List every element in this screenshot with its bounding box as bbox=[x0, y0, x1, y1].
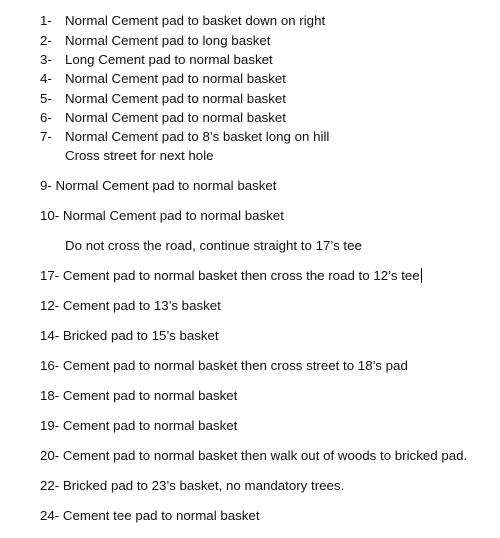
list-number: 6- bbox=[40, 110, 52, 125]
hole-24-line: 24- Cement tee pad to normal basket bbox=[40, 508, 260, 523]
list-text: Normal Cement pad to long basket bbox=[65, 33, 271, 48]
hole-9-line: 9- Normal Cement pad to normal basket bbox=[40, 178, 277, 193]
text-cursor bbox=[421, 268, 422, 283]
list-item-continuation: Cross street for next hole bbox=[65, 148, 214, 163]
list-number: 1- bbox=[40, 13, 52, 28]
list-item bbox=[40, 127, 329, 146]
hole-14-line: 14- Bricked pad to 15’s basket bbox=[40, 328, 219, 343]
list-text: Normal Cement pad to normal basket bbox=[65, 91, 286, 106]
list-text: Long Cement pad to normal basket bbox=[65, 52, 273, 67]
list-item bbox=[40, 108, 286, 127]
hole-22-line: 22- Bricked pad to 23’s basket, no mandatory trees. bbox=[40, 478, 345, 493]
hole-18-line: 18- Cement pad to normal basket bbox=[40, 388, 238, 403]
list-number: 5- bbox=[40, 91, 52, 106]
list-item bbox=[40, 11, 325, 30]
list-item bbox=[40, 69, 286, 88]
hole-16-line: 16- Cement pad to normal basket then cross street to 18’s pad bbox=[40, 358, 408, 373]
list-number: 7- bbox=[40, 129, 52, 144]
list-number: 3- bbox=[40, 52, 52, 67]
hole-12-line: 12- Cement pad to 13’s basket bbox=[40, 298, 221, 313]
hole-19-line: 19- Cement pad to normal basket bbox=[40, 418, 238, 433]
list-text: Normal Cement pad to normal basket bbox=[65, 110, 286, 125]
list-item bbox=[40, 31, 270, 50]
list-item bbox=[40, 50, 273, 69]
hole-20-line: 20- Cement pad to normal basket then walk out of woods to bricked pad. bbox=[40, 448, 468, 463]
list-number: 4- bbox=[40, 71, 52, 86]
list-text: Normal Cement pad to normal basket bbox=[65, 71, 286, 86]
list-number: 2- bbox=[40, 33, 52, 48]
no-cross-note: Do not cross the road, continue straight to 17’s tee bbox=[65, 238, 362, 253]
list-text: Normal Cement pad to 8’s basket long on hill bbox=[65, 129, 330, 144]
list-item bbox=[40, 89, 286, 108]
list-text: Normal Cement pad to basket down on right bbox=[65, 13, 326, 28]
hole-10-line: 10- Normal Cement pad to normal basket bbox=[40, 208, 284, 223]
hole-17-text: 17- Cement pad to normal basket then cross the road to 12’s tee bbox=[40, 268, 420, 283]
hole-17-line bbox=[40, 266, 422, 285]
